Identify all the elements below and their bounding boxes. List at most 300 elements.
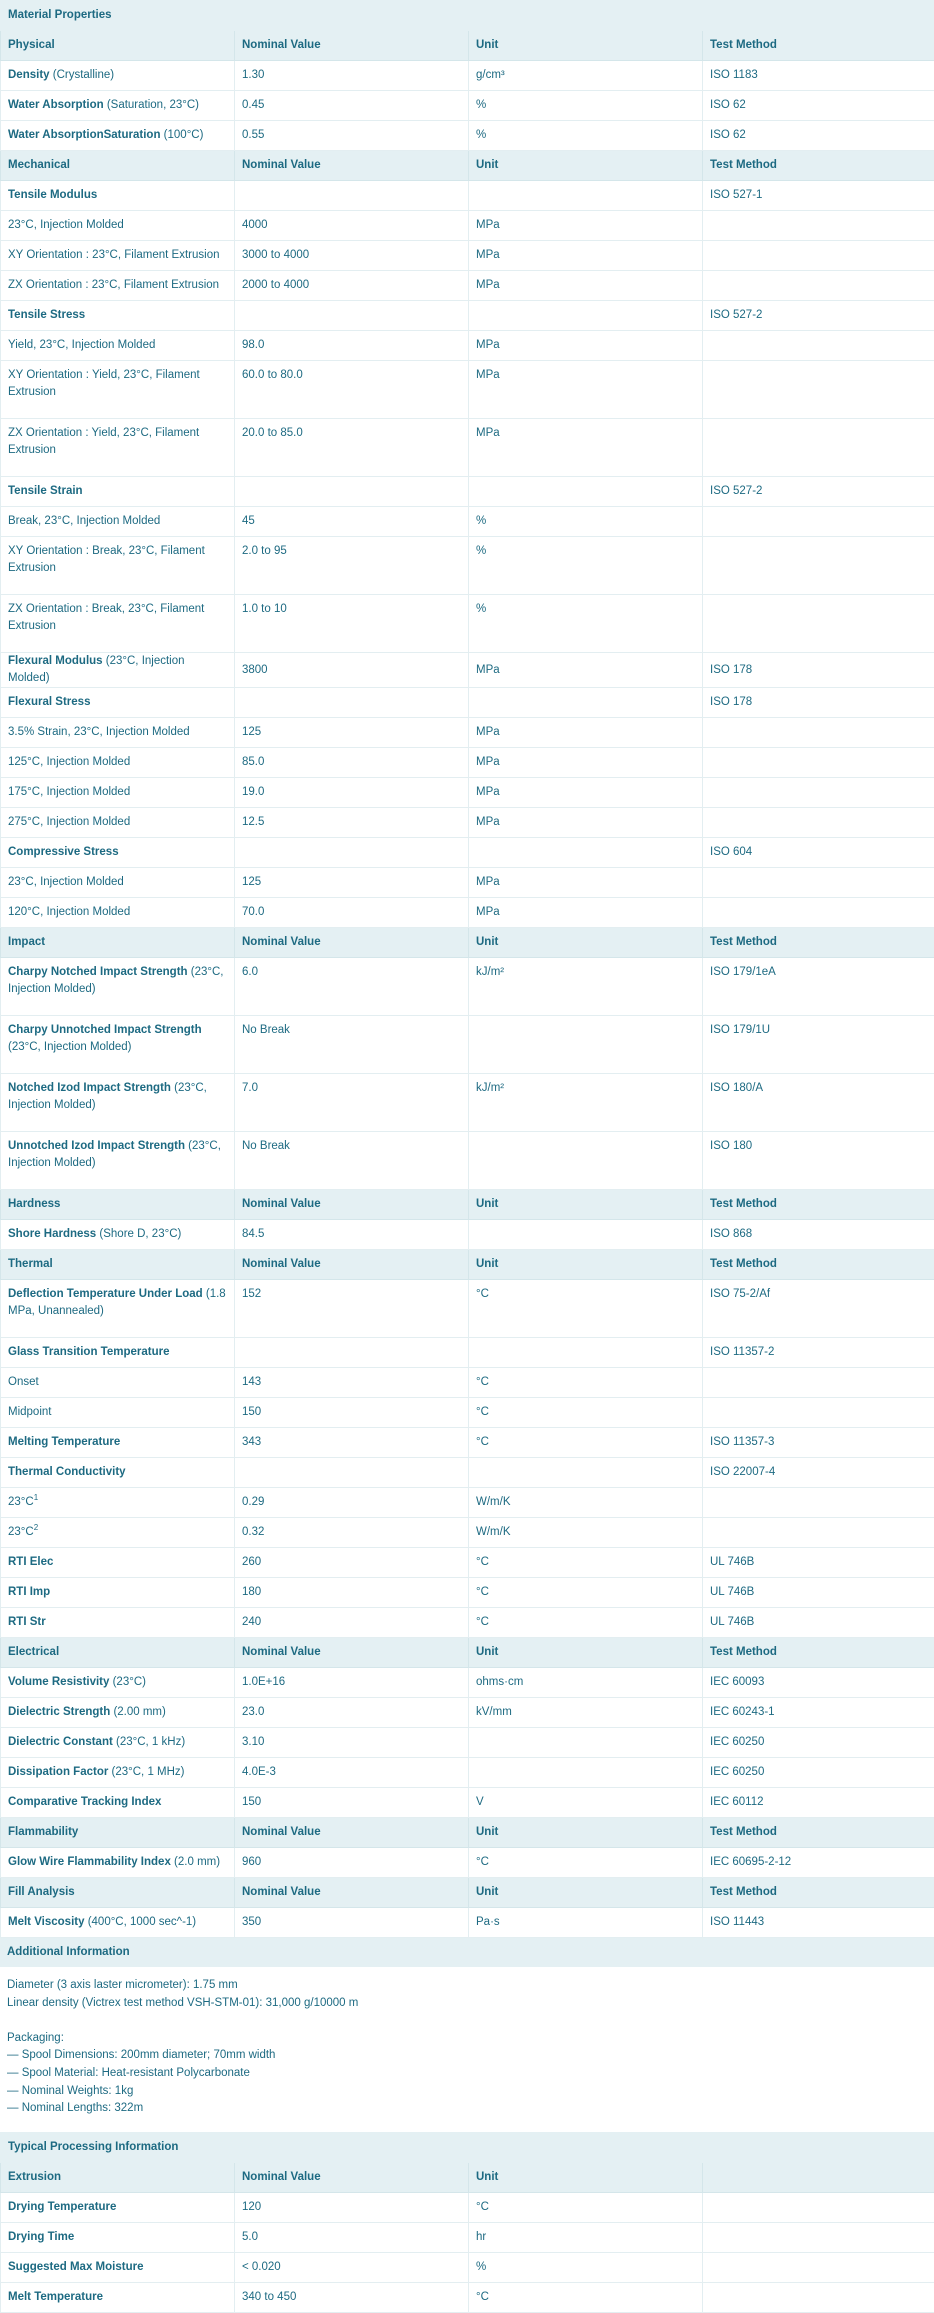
processing-title-row [1, 2132, 934, 2162]
table-row [1, 1698, 934, 1728]
nominal-value: 4000 [235, 211, 469, 241]
column-header-value: Nominal Value [235, 1878, 469, 1908]
unit: °C [469, 1368, 703, 1398]
test-method: ISO 11357-3 [703, 1428, 934, 1458]
section-name: Mechanical [1, 151, 235, 181]
nominal-value: 84.5 [235, 1220, 469, 1250]
nominal-value: 340 to 450 [235, 2282, 469, 2312]
section-name: Physical [1, 31, 235, 61]
nominal-value: 2000 to 4000 [235, 271, 469, 301]
column-header-value: Nominal Value [235, 1190, 469, 1220]
nominal-value: 6.0 [235, 958, 469, 1016]
nominal-value: No Break [235, 1016, 469, 1074]
property-label: Volume Resistivity [8, 1676, 109, 1688]
test-method [703, 718, 934, 748]
table-row [1, 838, 934, 868]
table-row [1, 477, 934, 507]
property-label: Flexural Modulus [8, 655, 103, 667]
processing-title: Typical Processing Information [1, 2132, 934, 2162]
test-method [703, 595, 934, 653]
info-line: Packaging: [7, 2030, 927, 2048]
nominal-value: 0.32 [235, 1518, 469, 1548]
test-method: IEC 60250 [703, 1728, 934, 1758]
test-method: IEC 60243-1 [703, 1698, 934, 1728]
unit: MPa [469, 419, 703, 477]
nominal-value: 4.0E-3 [235, 1758, 469, 1788]
test-method [703, 1368, 934, 1398]
unit: % [469, 537, 703, 595]
nominal-value [235, 1458, 469, 1488]
property-label: XY Orientation : 23°C, Filament Extrusion [8, 249, 219, 261]
nominal-value: 2.0 to 95 [235, 537, 469, 595]
test-method: ISO 604 [703, 838, 934, 868]
unit: MPa [469, 361, 703, 419]
property-label: Water AbsorptionSaturation [8, 129, 160, 141]
nominal-value: 0.29 [235, 1488, 469, 1518]
footnote-marker: 2 [34, 1523, 38, 1532]
test-method: ISO 179/1U [703, 1016, 934, 1074]
table-row [1, 1074, 934, 1132]
table-row [1, 653, 934, 688]
nominal-value: 1.0 to 10 [235, 595, 469, 653]
property-cell [1, 868, 235, 898]
nominal-value: 143 [235, 1368, 469, 1398]
property-label: 23°C [8, 1526, 34, 1538]
test-method: ISO 1183 [703, 61, 934, 91]
property-cell [1, 121, 235, 151]
test-method [703, 2192, 934, 2222]
property-label: Thermal Conductivity [8, 1466, 126, 1478]
table-row [1, 241, 934, 271]
property-cell [1, 1758, 235, 1788]
property-label: 23°C, Injection Molded [8, 219, 124, 231]
property-cell [1, 1458, 235, 1488]
test-method: UL 746B [703, 1608, 934, 1638]
table-row [1, 1728, 934, 1758]
table-row [1, 537, 934, 595]
nominal-value: 150 [235, 1398, 469, 1428]
table-row [1, 1548, 934, 1578]
test-method [703, 1398, 934, 1428]
property-cell [1, 1488, 235, 1518]
property-condition: (23°C, Injection Molded) [8, 1082, 207, 1111]
table-row [1, 808, 934, 838]
unit: °C [469, 1428, 703, 1458]
property-cell [1, 1132, 235, 1190]
processing-table [0, 2132, 934, 2313]
property-label: Midpoint [8, 1406, 51, 1418]
table-row [1, 1668, 934, 1698]
nominal-value: 1.0E+16 [235, 1668, 469, 1698]
unit: ohms·cm [469, 1668, 703, 1698]
section-header-row [1, 1190, 934, 1220]
table-row [1, 2282, 934, 2312]
additional-info-title: Additional Information [0, 1938, 934, 1967]
nominal-value: 20.0 to 85.0 [235, 419, 469, 477]
info-line: Diameter (3 axis laster micrometer): 1.75 mm [7, 1977, 927, 1995]
section-header-row [1, 1250, 934, 1280]
unit: °C [469, 1608, 703, 1638]
nominal-value: 45 [235, 507, 469, 537]
property-cell [1, 1220, 235, 1250]
unit: W/m/K [469, 1518, 703, 1548]
info-line: — Spool Dimensions: 200mm diameter; 70mm width [7, 2047, 927, 2065]
column-header-method [703, 2162, 934, 2192]
column-header-unit: Unit [469, 31, 703, 61]
test-method: ISO 178 [703, 653, 934, 688]
unit [469, 1758, 703, 1788]
property-label: Density [8, 69, 50, 81]
test-method: ISO 180/A [703, 1074, 934, 1132]
property-label: Melt Viscosity [8, 1916, 85, 1928]
column-header-value: Nominal Value [235, 2162, 469, 2192]
property-label: RTI Elec [8, 1556, 53, 1568]
table-row [1, 1338, 934, 1368]
unit: °C [469, 1848, 703, 1878]
unit: MPa [469, 718, 703, 748]
test-method [703, 778, 934, 808]
property-cell [1, 653, 235, 688]
property-cell [1, 595, 235, 653]
test-method [703, 537, 934, 595]
test-method: ISO 180 [703, 1132, 934, 1190]
table-row [1, 1608, 934, 1638]
property-label: Glass Transition Temperature [8, 1346, 169, 1358]
nominal-value: 125 [235, 868, 469, 898]
property-cell [1, 271, 235, 301]
property-label: Tensile Strain [8, 485, 83, 497]
test-method: ISO 62 [703, 91, 934, 121]
property-condition: (2.00 mm) [110, 1706, 166, 1718]
property-cell [1, 2252, 235, 2282]
property-condition: (23°C, Injection Molded) [8, 1041, 132, 1053]
property-label: Onset [8, 1376, 39, 1388]
nominal-value: 343 [235, 1428, 469, 1458]
property-label: 175°C, Injection Molded [8, 786, 130, 798]
test-method [703, 419, 934, 477]
property-cell [1, 301, 235, 331]
property-cell [1, 808, 235, 838]
nominal-value [235, 1338, 469, 1368]
test-method [703, 2252, 934, 2282]
property-condition: (23°C, Injection Molded) [8, 655, 185, 684]
test-method [703, 331, 934, 361]
table-row [1, 301, 934, 331]
property-condition: (23°C, Injection Molded) [8, 966, 223, 995]
property-condition: (Saturation, 23°C) [104, 99, 199, 111]
unit: kJ/m² [469, 1074, 703, 1132]
nominal-value: 960 [235, 1848, 469, 1878]
additional-info-body [0, 1967, 934, 2132]
unit: MPa [469, 808, 703, 838]
table-row [1, 1458, 934, 1488]
table-row [1, 1132, 934, 1190]
test-method [703, 2222, 934, 2252]
section-name: Hardness [1, 1190, 235, 1220]
unit: °C [469, 2192, 703, 2222]
test-method [703, 211, 934, 241]
property-cell [1, 331, 235, 361]
unit [469, 1338, 703, 1368]
test-method: UL 746B [703, 1578, 934, 1608]
test-method: IEC 60093 [703, 1668, 934, 1698]
property-label: 23°C, Injection Molded [8, 876, 124, 888]
footnote-marker: 1 [34, 1493, 38, 1502]
property-cell [1, 778, 235, 808]
test-method [703, 808, 934, 838]
property-cell [1, 1848, 235, 1878]
unit [469, 301, 703, 331]
table-row [1, 748, 934, 778]
table-row [1, 181, 934, 211]
nominal-value: No Break [235, 1132, 469, 1190]
column-header-value: Nominal Value [235, 1638, 469, 1668]
property-cell [1, 419, 235, 477]
property-condition: (Crystalline) [50, 69, 115, 81]
unit: V [469, 1788, 703, 1818]
nominal-value: 1.30 [235, 61, 469, 91]
property-label: XY Orientation : Yield, 23°C, Filament Extrusion [8, 369, 200, 398]
unit [469, 477, 703, 507]
section-header-row [1, 1818, 934, 1848]
table-row [1, 361, 934, 419]
nominal-value: 23.0 [235, 1698, 469, 1728]
unit: °C [469, 1398, 703, 1428]
property-label: Drying Temperature [8, 2201, 116, 2213]
property-label: Compressive Stress [8, 846, 119, 858]
table-row [1, 1578, 934, 1608]
property-label: Dissipation Factor [8, 1766, 108, 1778]
property-label: Comparative Tracking Index [8, 1796, 161, 1808]
property-label: Yield, 23°C, Injection Molded [8, 339, 155, 351]
table-row [1, 1016, 934, 1074]
test-method [703, 507, 934, 537]
unit: kV/mm [469, 1698, 703, 1728]
unit [469, 1016, 703, 1074]
column-header-method: Test Method [703, 1878, 934, 1908]
column-header-unit: Unit [469, 151, 703, 181]
table-row [1, 958, 934, 1016]
table-row [1, 121, 934, 151]
property-cell [1, 361, 235, 419]
property-cell [1, 477, 235, 507]
property-label: Drying Time [8, 2231, 74, 2243]
section-name: Electrical [1, 1638, 235, 1668]
property-cell [1, 1368, 235, 1398]
property-condition: (1.8 MPa, Unannealed) [8, 1288, 226, 1317]
column-header-method: Test Method [703, 151, 934, 181]
test-method: IEC 60695-2-12 [703, 1848, 934, 1878]
property-cell [1, 688, 235, 718]
nominal-value: 5.0 [235, 2222, 469, 2252]
table-row [1, 271, 934, 301]
unit [469, 1220, 703, 1250]
section-name: Fill Analysis [1, 1878, 235, 1908]
test-method [703, 361, 934, 419]
property-cell [1, 748, 235, 778]
property-label: RTI Str [8, 1616, 46, 1628]
property-label: Shore Hardness [8, 1228, 96, 1240]
section-name: Thermal [1, 1250, 235, 1280]
table-row [1, 1848, 934, 1878]
test-method [703, 241, 934, 271]
property-cell [1, 1788, 235, 1818]
property-cell [1, 1338, 235, 1368]
property-cell [1, 1728, 235, 1758]
nominal-value: 3000 to 4000 [235, 241, 469, 271]
property-cell [1, 507, 235, 537]
table-row [1, 2192, 934, 2222]
column-header-method: Test Method [703, 928, 934, 958]
unit: % [469, 507, 703, 537]
nominal-value: 12.5 [235, 808, 469, 838]
property-label: Charpy Unnotched Impact Strength [8, 1024, 202, 1036]
column-header-value: Nominal Value [235, 151, 469, 181]
property-label: 120°C, Injection Molded [8, 906, 130, 918]
property-cell [1, 1074, 235, 1132]
nominal-value: 120 [235, 2192, 469, 2222]
nominal-value: 3.10 [235, 1728, 469, 1758]
property-label: 23°C [8, 1496, 34, 1508]
unit: g/cm³ [469, 61, 703, 91]
nominal-value: 0.55 [235, 121, 469, 151]
unit [469, 1458, 703, 1488]
column-header-unit: Unit [469, 2162, 703, 2192]
table-row [1, 595, 934, 653]
column-header-value: Nominal Value [235, 928, 469, 958]
property-cell [1, 211, 235, 241]
test-method [703, 271, 934, 301]
unit: % [469, 2252, 703, 2282]
property-cell [1, 1578, 235, 1608]
test-method [703, 1518, 934, 1548]
nominal-value [235, 181, 469, 211]
table-row [1, 1908, 934, 1938]
nominal-value [235, 688, 469, 718]
property-cell [1, 181, 235, 211]
unit [469, 181, 703, 211]
table-row [1, 1280, 934, 1338]
table-title-row [1, 1, 934, 31]
column-header-method: Test Method [703, 31, 934, 61]
property-label: Notched Izod Impact Strength [8, 1082, 171, 1094]
nominal-value: 19.0 [235, 778, 469, 808]
nominal-value: 85.0 [235, 748, 469, 778]
property-cell [1, 1280, 235, 1338]
property-cell [1, 898, 235, 928]
property-cell [1, 61, 235, 91]
property-cell [1, 1668, 235, 1698]
info-line: — Nominal Lengths: 322m [7, 2100, 927, 2118]
table-row [1, 718, 934, 748]
property-label: Melting Temperature [8, 1436, 120, 1448]
table-row [1, 1488, 934, 1518]
property-label: Tensile Stress [8, 309, 85, 321]
property-cell [1, 241, 235, 271]
info-line [7, 2012, 927, 2030]
property-label: Dielectric Strength [8, 1706, 110, 1718]
column-header-unit: Unit [469, 1190, 703, 1220]
property-label: Melt Temperature [8, 2291, 103, 2303]
column-header-unit: Unit [469, 1818, 703, 1848]
nominal-value: 0.45 [235, 91, 469, 121]
test-method: ISO 527-2 [703, 477, 934, 507]
unit [469, 1132, 703, 1190]
property-label: 125°C, Injection Molded [8, 756, 130, 768]
nominal-value [235, 838, 469, 868]
property-label: ZX Orientation : 23°C, Filament Extrusion [8, 279, 219, 291]
unit: % [469, 595, 703, 653]
property-cell [1, 2192, 235, 2222]
table-row [1, 331, 934, 361]
section-name: Impact [1, 928, 235, 958]
unit: MPa [469, 748, 703, 778]
unit: °C [469, 2282, 703, 2312]
section-header-row [1, 151, 934, 181]
unit: % [469, 91, 703, 121]
nominal-value: 7.0 [235, 1074, 469, 1132]
property-cell [1, 1908, 235, 1938]
table-row [1, 211, 934, 241]
test-method: ISO 178 [703, 688, 934, 718]
test-method: ISO 179/1eA [703, 958, 934, 1016]
test-method: ISO 11357-2 [703, 1338, 934, 1368]
property-label: Tensile Modulus [8, 189, 97, 201]
test-method [703, 898, 934, 928]
property-label: Flexural Stress [8, 696, 90, 708]
nominal-value: 240 [235, 1608, 469, 1638]
test-method [703, 2282, 934, 2312]
property-cell [1, 1016, 235, 1074]
table-row [1, 507, 934, 537]
property-cell [1, 1518, 235, 1548]
nominal-value: 125 [235, 718, 469, 748]
property-label: RTI Imp [8, 1586, 50, 1598]
column-header-value: Nominal Value [235, 31, 469, 61]
column-header-value: Nominal Value [235, 1818, 469, 1848]
test-method: UL 746B [703, 1548, 934, 1578]
unit: MPa [469, 241, 703, 271]
table-row [1, 1788, 934, 1818]
table-row [1, 419, 934, 477]
table-row [1, 1220, 934, 1250]
property-cell [1, 1548, 235, 1578]
test-method: ISO 11443 [703, 1908, 934, 1938]
property-label: Charpy Notched Impact Strength [8, 966, 188, 978]
column-header-unit: Unit [469, 1638, 703, 1668]
test-method: ISO 527-2 [703, 301, 934, 331]
property-cell [1, 2222, 235, 2252]
unit [469, 1728, 703, 1758]
nominal-value: < 0.020 [235, 2252, 469, 2282]
nominal-value: 3800 [235, 653, 469, 688]
table-row [1, 2222, 934, 2252]
nominal-value: 98.0 [235, 331, 469, 361]
property-cell [1, 718, 235, 748]
unit: W/m/K [469, 1488, 703, 1518]
section-header-row [1, 1878, 934, 1908]
page-title: Material Properties [1, 1, 934, 31]
unit [469, 688, 703, 718]
property-label: Suggested Max Moisture [8, 2261, 143, 2273]
table-row [1, 898, 934, 928]
table-row [1, 688, 934, 718]
property-label: Water Absorption [8, 99, 104, 111]
section-name: Flammability [1, 1818, 235, 1848]
column-header-method: Test Method [703, 1190, 934, 1220]
nominal-value: 70.0 [235, 898, 469, 928]
property-condition: (23°C) [109, 1676, 146, 1688]
